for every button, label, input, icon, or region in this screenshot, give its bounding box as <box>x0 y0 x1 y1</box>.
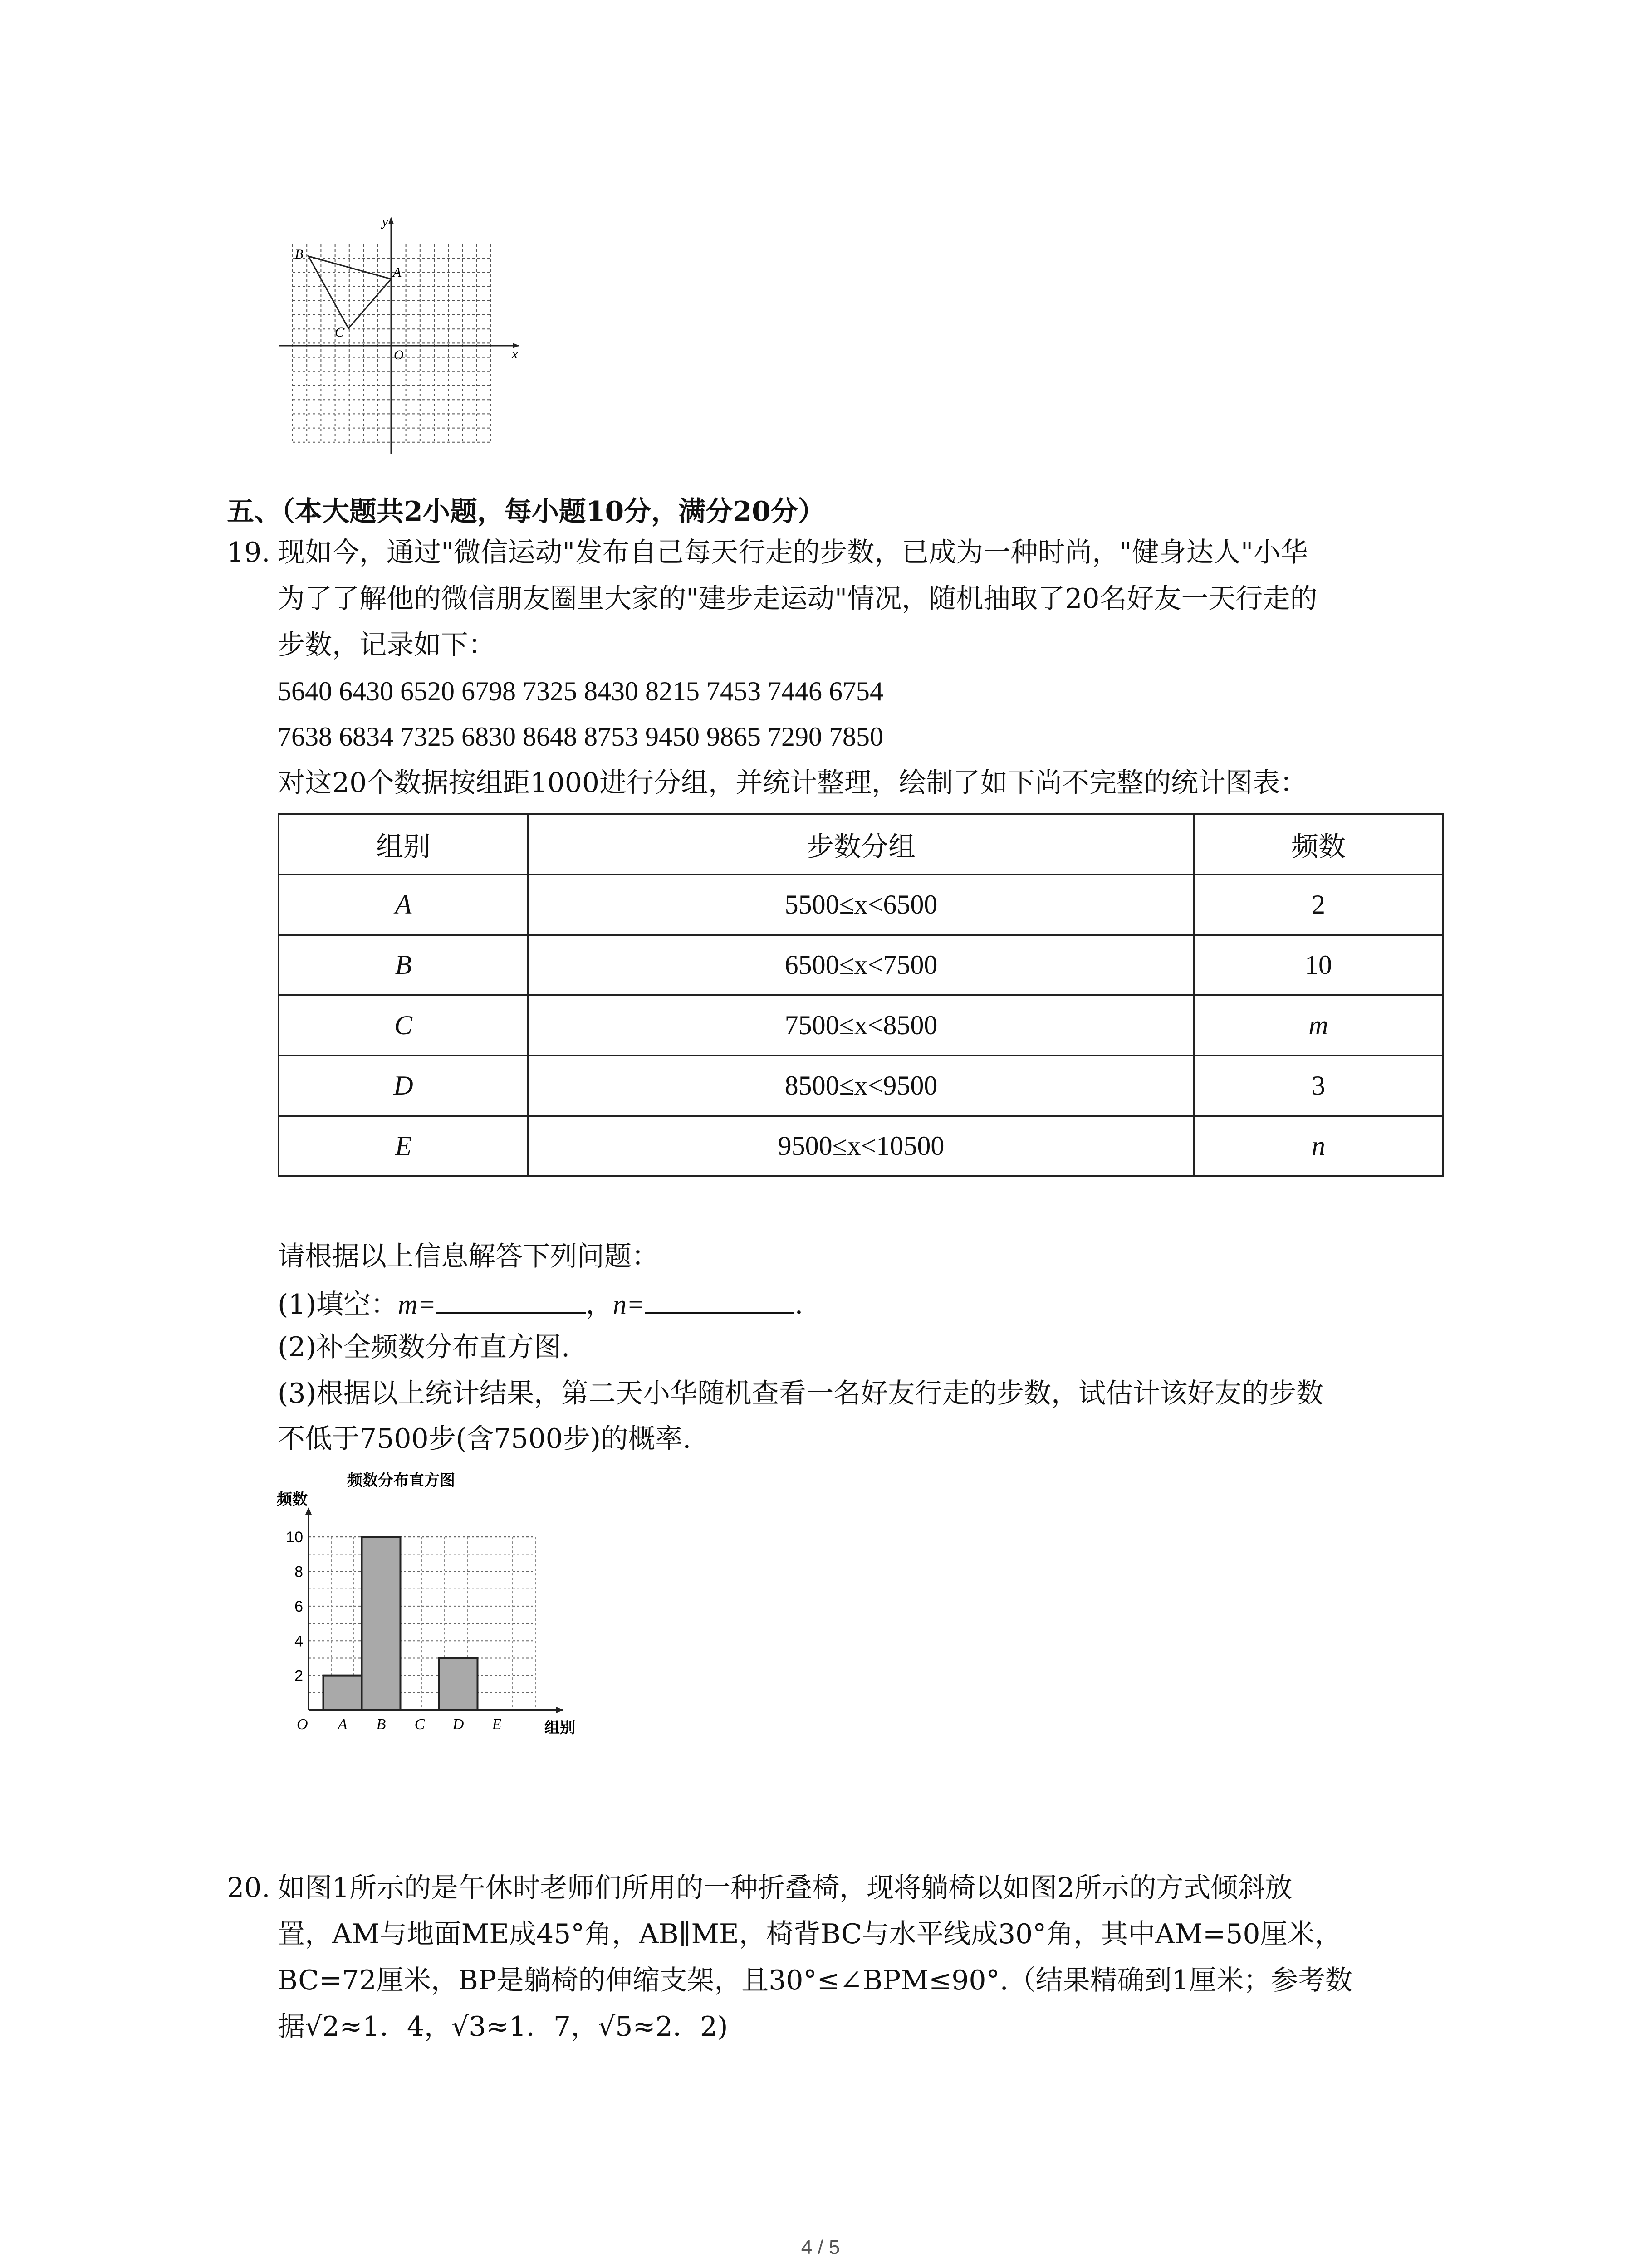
part1-separator: ， <box>585 1289 613 1320</box>
table-header-row <box>279 814 1443 875</box>
origin-label: O <box>394 347 404 362</box>
q19-prompt: 请根据以上信息解答下列问题： <box>278 1241 659 1272</box>
q19-line-2: 为了了解他的微信朋友圈里大家的"建步走运动"情况，随机抽取了20名好友一天行走的 <box>278 583 1318 615</box>
histogram-x-tick: E <box>492 1716 502 1733</box>
x-axis-label: x <box>512 347 518 362</box>
frequency-table <box>278 813 1444 1177</box>
q19-part3-line2: 不低于7500步(含7500步)的概率. <box>278 1423 691 1455</box>
q19-part3-line1: (3)根据以上统计结果，第二天小华随机查看一名好友行走的步数，试估计该好友的步数 <box>278 1378 1323 1409</box>
table-row <box>279 995 1443 1056</box>
histogram-bar-a <box>323 1676 362 1710</box>
part1-m-label: m= <box>398 1290 436 1320</box>
table-row <box>279 1056 1443 1116</box>
q19-part1 <box>278 1286 803 1323</box>
cell-group: A <box>279 875 528 935</box>
cell-freq: n <box>1194 1116 1443 1176</box>
table-row <box>279 935 1443 995</box>
cell-group: D <box>279 1056 528 1116</box>
header-group: 组别 <box>279 814 528 875</box>
cell-freq: 2 <box>1194 875 1443 935</box>
table-row <box>279 1116 1443 1176</box>
part1-prefix: (1)填空： <box>278 1289 398 1320</box>
point-a-label: A <box>393 265 402 280</box>
header-range: 步数分组 <box>528 814 1194 875</box>
q19-data-line-2: 7638 6834 7325 6830 8648 8753 9450 9865 7290 7850 <box>278 722 883 752</box>
histogram-x-tick: A <box>338 1716 348 1733</box>
histogram-y-tick: 10 <box>286 1529 303 1546</box>
point-c-label: C <box>335 325 344 340</box>
histogram-y-label: 频数 <box>277 1491 308 1509</box>
cell-range: 5500≤x<6500 <box>528 875 1194 935</box>
point-b-label: B <box>295 247 304 262</box>
histogram-x-tick: C <box>414 1716 425 1733</box>
histogram-title: 频数分布直方图 <box>347 1471 455 1490</box>
histogram-bar-d <box>439 1658 478 1710</box>
cell-freq: m <box>1194 995 1443 1056</box>
histogram-y-tick: 6 <box>294 1598 303 1615</box>
table-row <box>279 875 1443 935</box>
q19-line-1: 现如今，通过"微信运动"发布自己每天行走的步数，已成为一种时尚，"健身达人"小华 <box>278 537 1308 568</box>
histogram-y-tick: 8 <box>294 1563 303 1581</box>
q20-line-1: 如图1所示的是午休时老师们所用的一种折叠椅，现将躺椅以如图2所示的方式倾斜放 <box>278 1872 1293 1904</box>
frequency-histogram <box>268 1467 626 1744</box>
cell-freq: 10 <box>1194 935 1443 995</box>
cell-range: 7500≤x<8500 <box>528 995 1194 1056</box>
q20-number: 20. <box>227 1872 270 1904</box>
q20-line-3: BC=72厘米，BP是躺椅的伸缩支架，且30°≤∠BPM≤90°.（结果精确到1厘米；参考数 <box>278 1965 1352 1996</box>
n-answer-blank[interactable] <box>645 1286 794 1314</box>
part1-end: . <box>794 1289 803 1320</box>
histogram-bar-b <box>362 1537 401 1710</box>
histogram-origin: O <box>297 1716 308 1733</box>
q19-data-line-1: 5640 6430 6520 6798 7325 8430 8215 7453 7446 6754 <box>278 676 883 706</box>
section-header: 五、（本大题共2小题，每小题10分，满分20分） <box>227 496 825 528</box>
q20-line-4: 据√2≈1．4，√3≈1．7，√5≈2．2) <box>278 2011 728 2043</box>
coordinate-grid-figure <box>272 213 526 458</box>
histogram-x-tick: B <box>376 1716 386 1733</box>
cell-group: B <box>279 935 528 995</box>
q19-number: 19. <box>227 537 270 568</box>
histogram-y-tick: 4 <box>294 1633 303 1650</box>
q19-part2: (2)补全频数分布直方图. <box>278 1331 570 1363</box>
y-axis-label: y <box>382 214 388 229</box>
cell-range: 6500≤x<7500 <box>528 935 1194 995</box>
cell-range: 9500≤x<10500 <box>528 1116 1194 1176</box>
header-freq: 频数 <box>1194 814 1443 875</box>
part1-n-label: n= <box>612 1290 645 1320</box>
cell-range: 8500≤x<9500 <box>528 1056 1194 1116</box>
histogram-x-label: 组别 <box>544 1719 575 1737</box>
cell-group: E <box>279 1116 528 1176</box>
histogram-x-tick: D <box>452 1716 464 1733</box>
cell-freq: 3 <box>1194 1056 1443 1116</box>
page-number: 4 / 5 <box>801 2236 840 2258</box>
q19-line-3: 步数，记录如下： <box>278 629 495 661</box>
cell-group: C <box>279 995 528 1056</box>
m-answer-blank[interactable] <box>436 1286 586 1314</box>
q20-line-2: 置，AM与地面ME成45°角，AB∥ME，椅背BC与水平线成30°角，其中AM=50厘米， <box>278 1918 1342 1950</box>
histogram-y-tick: 2 <box>294 1667 303 1685</box>
triangle-abc <box>309 256 391 328</box>
q19-line-6: 对这20个数据按组距1000进行分组，并统计整理，绘制了如下尚不完整的统计图表： <box>278 767 1308 799</box>
